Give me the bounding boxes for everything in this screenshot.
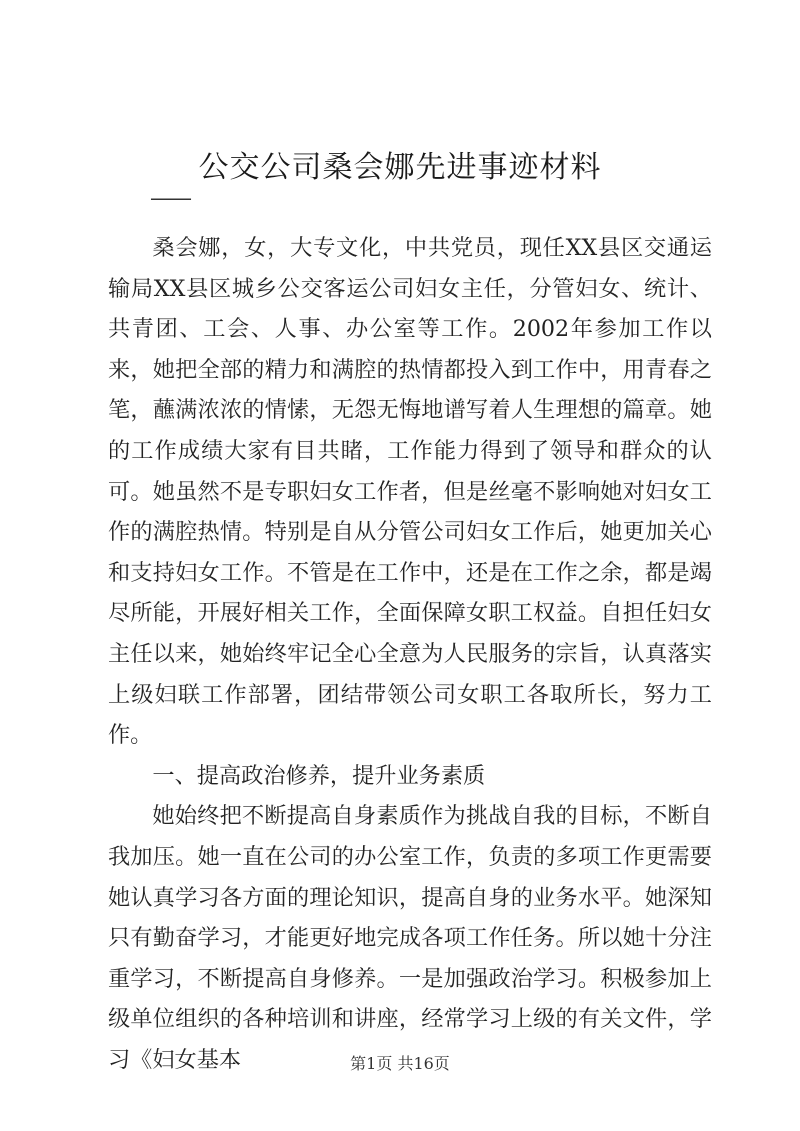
page-number-footer: 第1页 共16页 xyxy=(350,1054,450,1073)
section-heading: 一、提高政治修养，提升业务素质 xyxy=(152,762,486,789)
paragraph-intro: 桑会娜，女，大专文化，中共党员，现任XX县区交通运输局XX县区城乡公交客运公司妇女主任，分管妇女、统计、共青团、工会、人事、办公室等工作。2002年参加工作以来，她把全部的精力和满腔的热情都投入到工作中，用青春之笔，蘸满浓浓的情愫，无怨无悔地谱写着人生理想的篇章。她的工作成绩大家有目共睹，工作能力得到了领导和群众的认可。她虽然不是专职妇女工作者，但是丝毫不影响她对妇女工作的满腔热情。特别是自从分管公司妇女工作后，她更加关心和支持妇女工作。不管是在工作中，还是在工作之余，都是竭尽所能，开展好相关工作，全面保障女职工权益。自担任妇女主任以来，她始终牢记全心全意为人民服务的宗旨，认真落实上级妇联工作部署，团结带领公司女职工各取所长，努力工作。 xyxy=(108,235,712,749)
document-title: 公交公司桑会娜先进事迹材料 xyxy=(198,150,602,185)
paragraph-section-one: 她始终把不断提高自身素质作为挑战自我的目标，不断自我加压。她一直在公司的办公室工作，负责的多项工作更需要她认真学习各方面的理论知识，提高自身的业务水平。她深知只有勤奋学习，才能更好地完成各项工作任务。所以她十分注重学习，不断提高自身修养。一是加强政治学习。积极参加上级单位组织的各种培训和讲座，经常学习上级的有关文件，学习《妇女基本 xyxy=(108,803,712,1073)
document-body xyxy=(108,228,712,1080)
title-dash: —— xyxy=(150,186,190,211)
